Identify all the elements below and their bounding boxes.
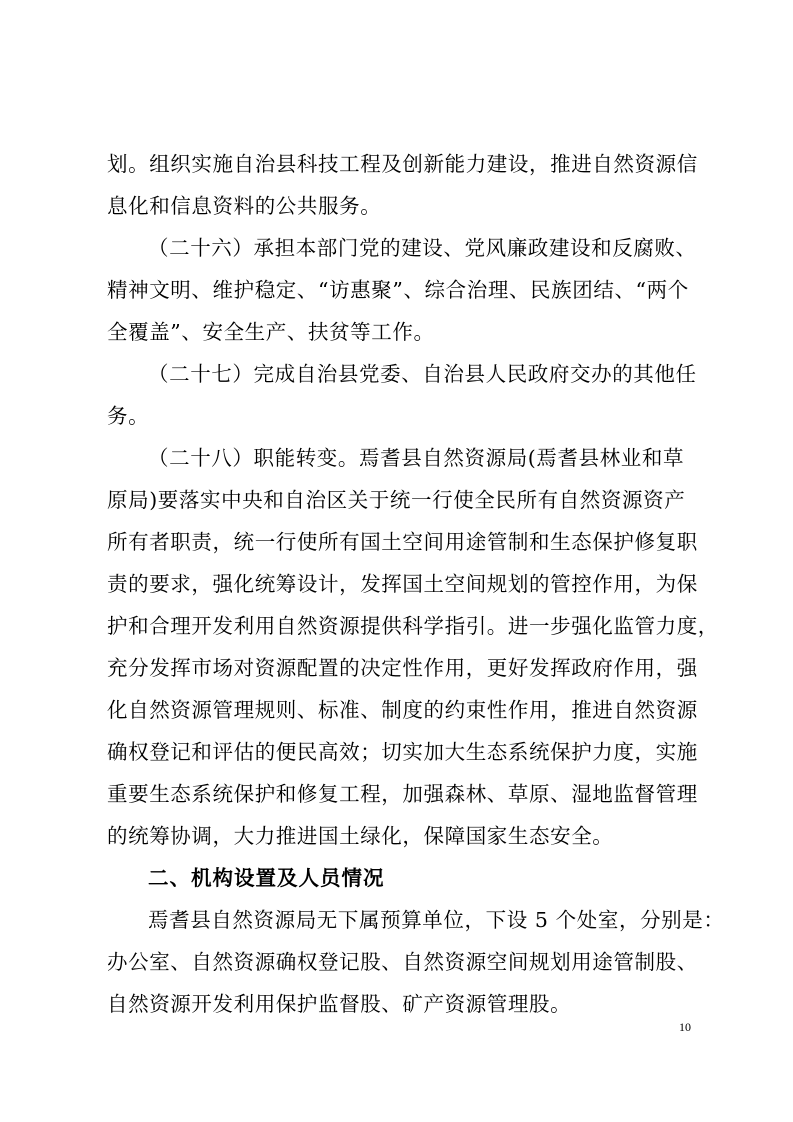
paragraph-line: （二十七）完成自治县党委、自治县人民政府交办的其他任 xyxy=(148,362,697,386)
paragraph-line: 的统筹协调，大力推进国土绿化，保障国家生态安全。 xyxy=(107,824,614,848)
paragraph-line: 精神文明、维护稳定、“访惠聚”、综合治理、民族团结、“两个 xyxy=(107,278,689,302)
paragraph-line: 原局)要落实中央和自治区关于统一行使全民所有自然资源资产 xyxy=(107,488,686,512)
paragraph-line: 焉耆县自然资源局无下属预算单位，下设 5 个处室，分别是： xyxy=(148,908,725,932)
paragraph-line: 办公室、自然资源确权登记股、自然资源空间规划用途管制股、 xyxy=(107,950,698,974)
section-heading: 二、机构设置及人员情况 xyxy=(148,866,385,890)
paragraph-line: 息化和信息资料的公共服务。 xyxy=(107,194,382,218)
paragraph-line: （二十六）承担本部门党的建设、党风廉政建设和反腐败、 xyxy=(148,236,697,260)
paragraph-line: 自然资源开发利用保护监督股、矿产资源管理股。 xyxy=(107,992,572,1016)
paragraph-line: 务。 xyxy=(107,404,150,428)
page-number: 10 xyxy=(679,1020,691,1034)
paragraph-line: 化自然资源管理规则、标准、制度的约束性作用，推进自然资源 xyxy=(107,698,698,722)
paragraph-line: 全覆盖”、安全生产、扶贫等工作。 xyxy=(107,320,435,344)
paragraph-line: 确权登记和评估的便民高效；切实加大生态系统保护力度，实施 xyxy=(107,740,698,764)
paragraph-line: 责的要求，强化统筹设计，发挥国土空间规划的管控作用，为保 xyxy=(107,572,698,596)
paragraph-line: 所有者职责，统一行使所有国土空间用途管制和生态保护修复职 xyxy=(107,530,698,554)
paragraph-line: 划。组织实施自治县科技工程及创新能力建设，推进自然资源信 xyxy=(107,152,698,176)
paragraph-line: 充分发挥市场对资源配置的决定性作用，更好发挥政府作用，强 xyxy=(107,656,698,680)
paragraph-line: 重要生态系统保护和修复工程，加强森林、草原、湿地监督管理 xyxy=(107,782,698,806)
paragraph-line: （二十八）职能转变。焉耆县自然资源局(焉耆县林业和草 xyxy=(148,446,685,470)
paragraph-line: 护和合理开发利用自然资源提供科学指引。进一步强化监管力度， xyxy=(107,614,719,638)
